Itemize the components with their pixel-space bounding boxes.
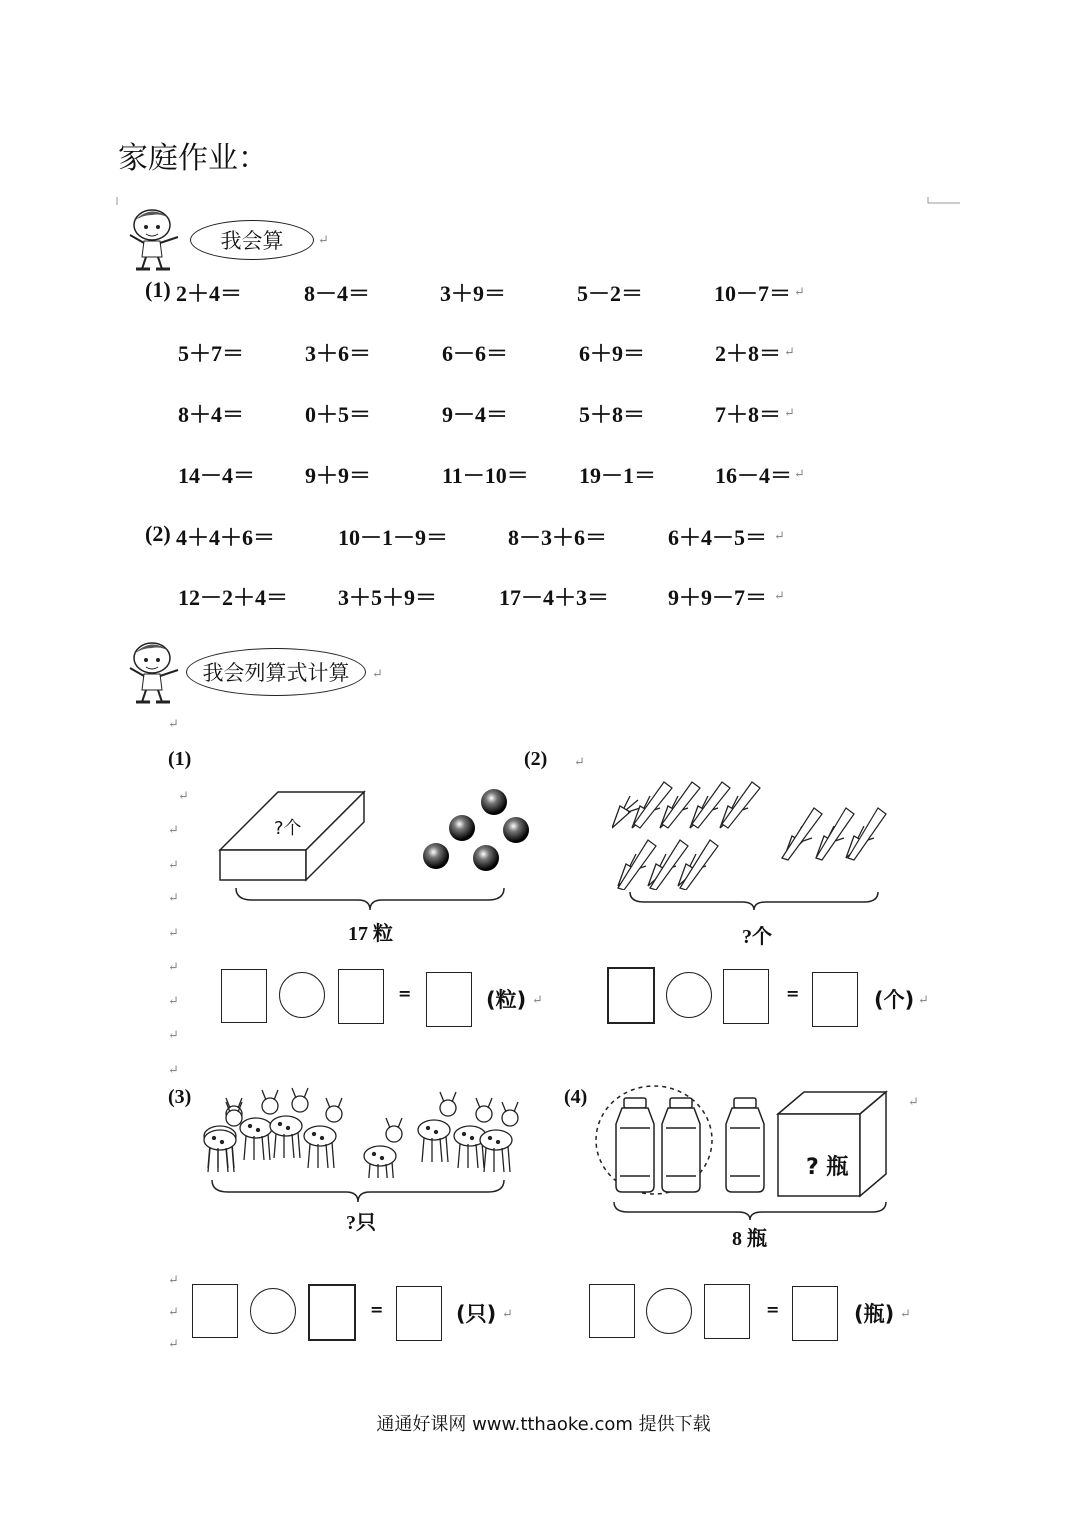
equation: 19－1＝ — [579, 463, 657, 488]
total-label: ?只 — [346, 1212, 376, 1234]
section-bubble-calc: 我会算 — [190, 220, 314, 260]
answer-box[interactable] — [812, 972, 858, 1027]
equals-sign: = — [370, 1300, 384, 1319]
equation: 3＋6＝ — [305, 341, 372, 366]
problem-label: (4) — [564, 1086, 588, 1108]
page-title: 家庭作业： — [118, 141, 268, 176]
equals-sign: = — [766, 1300, 780, 1319]
return-mark: ↵ — [168, 716, 179, 731]
answer-box[interactable] — [221, 969, 267, 1023]
equation: 3＋9＝ — [440, 281, 507, 306]
equation: 12－2＋4＝ — [178, 585, 289, 610]
problem-label: (3) — [168, 1086, 192, 1108]
equation: 2＋4＝ — [176, 281, 243, 306]
return-mark: ↵ — [168, 822, 179, 837]
return-mark: ↵ — [168, 1336, 179, 1351]
part-label: (2) — [145, 521, 171, 546]
equation: 4＋4＋6＝ — [176, 525, 276, 550]
return-mark: ↵ — [168, 1062, 179, 1077]
milk-bottles-image — [594, 1084, 906, 1204]
equation: 6－6＝ — [442, 341, 509, 366]
equals-sign: = — [398, 984, 412, 1003]
problem-label: (2) — [524, 748, 548, 770]
answer-box[interactable] — [723, 969, 769, 1024]
equation: 3＋5＋9＝ — [338, 585, 438, 610]
total-label: 8 瓶 — [732, 1228, 767, 1250]
answer-box[interactable] — [396, 1286, 442, 1341]
problem-label: (1) — [168, 748, 192, 770]
equation: 9－4＝ — [442, 402, 509, 427]
return-mark: ↵ — [168, 857, 179, 872]
return-mark: ↵ — [532, 992, 543, 1007]
unit-label: (瓶) — [854, 1302, 895, 1326]
equation: 9＋9＝ — [305, 463, 372, 488]
operator-circle[interactable] — [250, 1288, 296, 1334]
unit-label: (个) — [874, 988, 915, 1012]
return-mark: ↵ — [168, 1272, 179, 1287]
brace — [626, 890, 882, 914]
answer-box[interactable] — [308, 1284, 356, 1341]
equation: 10－1－9＝ — [338, 525, 449, 550]
answer-box[interactable] — [192, 1284, 238, 1338]
answer-box[interactable] — [704, 1284, 750, 1339]
answer-box[interactable] — [338, 969, 384, 1024]
equation: 5＋7＝ — [178, 341, 245, 366]
deer-image — [200, 1086, 520, 1178]
return-mark: ↵ — [178, 788, 189, 803]
return-mark: ↵ — [784, 405, 795, 420]
equation: 11－10＝ — [442, 463, 529, 488]
candy-balls-image — [416, 786, 536, 882]
answer-box[interactable] — [792, 1286, 838, 1341]
equation: 7＋8＝ — [715, 402, 782, 427]
section-bubble-word-problems: 我会列算式计算 — [186, 648, 366, 696]
equation: 9＋9－7＝ — [668, 585, 768, 610]
return-mark: ↵ — [908, 1094, 919, 1109]
return-mark: ↵ — [774, 588, 785, 603]
return-mark: ↵ — [372, 666, 383, 681]
total-label: ?个 — [742, 926, 772, 948]
brace — [610, 1200, 890, 1224]
return-mark: ↵ — [900, 1306, 911, 1321]
return-mark: ↵ — [168, 890, 179, 905]
equation: 2＋8＝ — [715, 341, 782, 366]
return-mark: ↵ — [574, 754, 585, 769]
footer-text: 通通好课网 www.tthaoke.com 提供下载 — [376, 1414, 711, 1435]
cartoon-kid-icon — [122, 205, 188, 273]
return-mark: ↵ — [168, 1027, 179, 1042]
equation: 6＋4－5＝ — [668, 525, 768, 550]
return-mark: ↵ — [774, 528, 785, 543]
equation: 10－7＝ — [714, 281, 792, 306]
total-label: 17 粒 — [348, 923, 393, 945]
equation: 8－4＝ — [304, 281, 371, 306]
operator-circle[interactable] — [279, 972, 325, 1018]
return-mark: ↵ — [168, 1304, 179, 1319]
cartoon-kid-icon — [122, 638, 188, 706]
return-mark: ↵ — [502, 1306, 513, 1321]
equation: 16－4＝ — [715, 463, 793, 488]
equation: 8＋4＝ — [178, 402, 245, 427]
equation: 5＋8＝ — [579, 402, 646, 427]
return-mark: ↵ — [794, 466, 805, 481]
return-mark: ↵ — [318, 232, 329, 247]
equation: 0＋5＝ — [305, 402, 372, 427]
equation: 6＋9＝ — [579, 341, 646, 366]
answer-box[interactable] — [589, 1284, 635, 1338]
part-label: (1) — [145, 277, 171, 302]
brace — [208, 1178, 508, 1206]
return-mark: ↵ — [918, 992, 929, 1007]
equation: 14－4＝ — [178, 463, 256, 488]
corner-mark — [926, 195, 962, 207]
return-mark: ↵ — [794, 284, 805, 299]
unit-label: (只) — [456, 1302, 497, 1326]
carrots-image — [612, 768, 902, 890]
unit-label: (粒) — [486, 988, 527, 1012]
box-label: ?个 — [274, 818, 302, 839]
return-mark: ↵ — [168, 925, 179, 940]
return-mark: ↵ — [168, 993, 179, 1008]
answer-box[interactable] — [426, 972, 472, 1027]
equals-sign: = — [786, 984, 800, 1003]
return-mark: ↵ — [784, 344, 795, 359]
box-label: ? 瓶 — [806, 1155, 849, 1180]
equation: 5－2＝ — [577, 281, 644, 306]
equation: 8－3＋6＝ — [508, 525, 608, 550]
return-mark: ↵ — [168, 959, 179, 974]
brace — [232, 884, 508, 914]
equation: 17－4＋3＝ — [499, 585, 610, 610]
operator-circle[interactable] — [666, 972, 712, 1018]
answer-box[interactable] — [607, 967, 655, 1024]
operator-circle[interactable] — [646, 1288, 692, 1334]
